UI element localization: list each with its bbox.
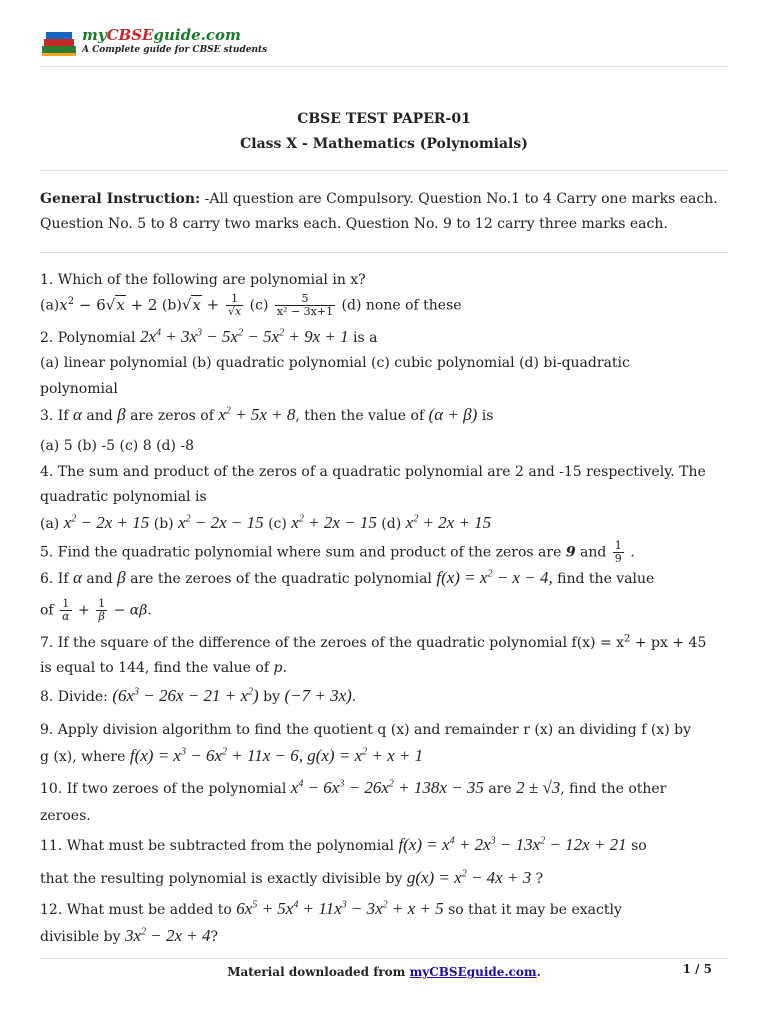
footer-source: Material downloaded from myCBSEguide.com. xyxy=(227,965,541,979)
footer-link[interactable]: myCBSEguide.com xyxy=(409,965,537,979)
question-4: 4. The sum and product of the zeros of a quadratic polynomial are 2 and -15 respectively. The quadratic polynomial is xyxy=(40,464,706,505)
title-divider xyxy=(40,170,728,171)
footer-divider xyxy=(40,958,728,959)
question-2-options: (a) linear polynomial (b) quadratic polynomial (c) cubic polynomial (d) bi-quadratic xyxy=(40,355,630,371)
question-7-cont: is equal to 144, find the value of p. xyxy=(40,660,287,676)
question-11-cont: that the resulting polynomial is exactly divisible by $g(x) = x^2 - 4x + 3$ ? xyxy=(40,868,544,887)
logo-wordmark: myCBSEguide.com xyxy=(82,26,241,44)
question-10-cont: zeroes. xyxy=(40,808,91,824)
question-3: 3. If α and β are zeros of $x^2 + 5x + 8$, then the value of (α + β) is xyxy=(40,405,494,424)
question-12: 12. What must be added to $6x^5 + 5x^4 + 11x^3 - 3x^2 + x + 5$ so that it may be exactly xyxy=(40,899,622,918)
books-logo-icon xyxy=(40,28,80,58)
instruction-divider xyxy=(40,252,728,253)
question-7: 7. If the square of the difference of the zeroes of the quadratic polynomial $f(x) = x^2$ + px + 45 xyxy=(40,633,707,651)
question-5: 5. Find the quadratic polynomial where sum and product of the zeros are 9 and $\frac{1}{9}$ . xyxy=(40,539,635,565)
logo-tagline: A Complete guide for CBSE students xyxy=(82,45,268,55)
question-6: 6. If α and β are the zeroes of the quadratic polynomial $f(x) = x^2 - x - 4$, find the value xyxy=(40,568,655,587)
question-2: 2. Polynomial $2x^4 + 3x^3 - 5x^2 - 5x^2 + 9x + 1$ is a xyxy=(40,327,378,346)
instruction-text: -All question are Compulsory. Question No.1 to 4 Carry one marks each. Question No. 5 to 8 carry two marks each. Question No. 9 to 12 carry three marks each. xyxy=(40,191,718,232)
question-10: 10. If two zeroes of the polynomial $x^4 - 6x^3 - 26x^2 + 138x - 35$ are 2 ± √3, find the other xyxy=(40,778,667,797)
question-4-options: (a) $x^2 - 2x + 15$ (b) $x^2 - 2x - 15$ (c) $x^2 + 2x - 15$ (d) $x^2 + 2x + 15$ xyxy=(40,513,492,532)
site-logo xyxy=(40,26,268,60)
question-1: 1. Which of the following are polynomial in x? xyxy=(40,272,366,288)
question-8: 8. Divide: $(6x^3 - 26x - 21 + x^2)$ by (−7 + 3x). xyxy=(40,686,357,705)
header-divider xyxy=(40,66,728,67)
question-9: 9. Apply division algorithm to find the quotient q (x) and remainder r (x) an dividing f (x) by xyxy=(40,722,691,738)
paper-subtitle: Class X - Mathematics (Polynomials) xyxy=(240,136,528,152)
question-2-options-cont: polynomial xyxy=(40,381,118,397)
question-3-options: (a) 5 (b) -5 (c) 8 (d) -8 xyxy=(40,438,195,454)
question-12-cont: divisible by $3x^2 - 2x + 4$? xyxy=(40,926,219,945)
question-9-cont: g (x), where $f(x) = x^3 - 6x^2 + 11x - 6$, $g(x) = x^2 + x + 1$ xyxy=(40,746,424,765)
page-number: 1 / 5 xyxy=(682,962,712,976)
general-instruction xyxy=(40,187,728,237)
question-6-cont: of $\frac{1}{\alpha}$ + $\frac{1}{\beta}$ − αβ. xyxy=(40,597,152,623)
paper-title: CBSE TEST PAPER-01 xyxy=(297,111,471,127)
question-1-options: $(a)x^2 - 6√x + 2$ (b)√x + $\frac{1}{√x}$ (c) $\frac{5}{\text{x² − 3x+1}}$ (d) none of these xyxy=(40,292,462,318)
question-11: 11. What must be subtracted from the polynomial $f(x) = x^4 + 2x^3 - 13x^2 - 12x + 21$ so xyxy=(40,835,647,854)
instruction-label: General Instruction: xyxy=(40,191,201,207)
